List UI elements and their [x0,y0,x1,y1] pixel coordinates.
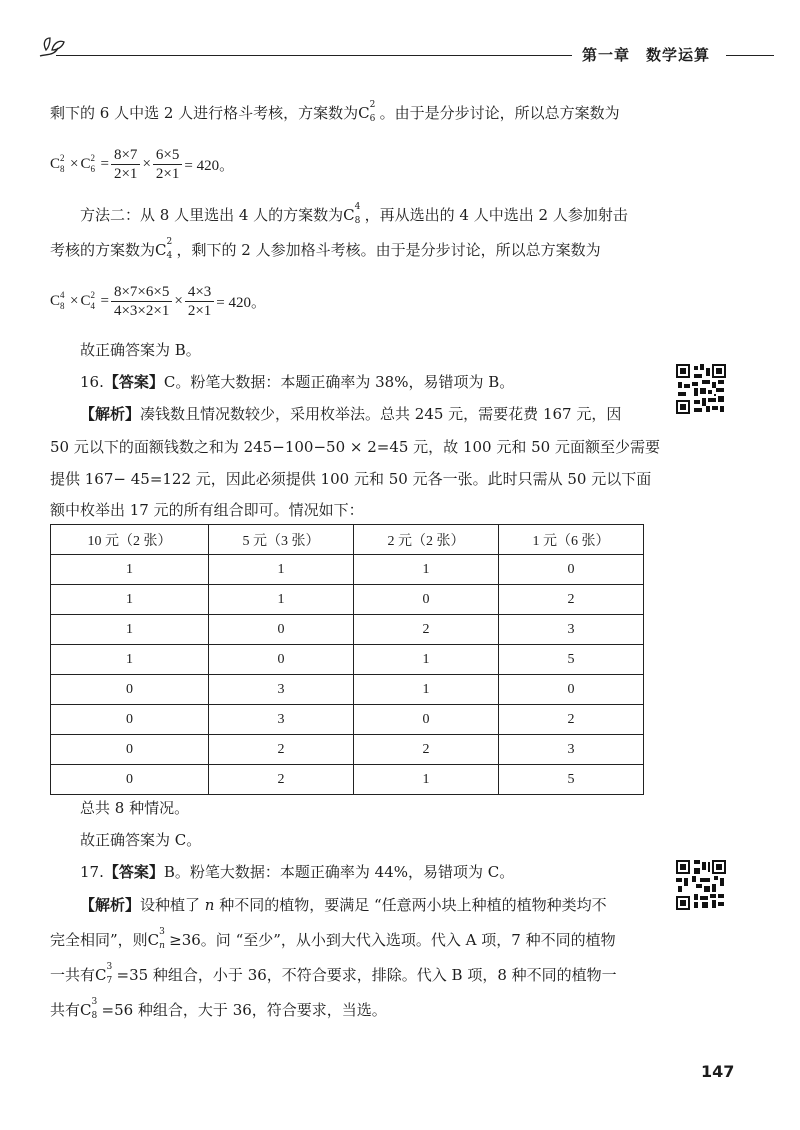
table-cell: 0 [51,735,209,765]
table-cell: 0 [498,555,643,585]
table-cell: 1 [353,645,498,675]
table-cell: 1 [51,585,209,615]
table-header-row [51,525,644,555]
page-number: 147 [701,1062,735,1081]
header-rule-left [56,55,572,56]
qr-code-icon[interactable] [676,364,726,414]
table-cell: 3 [498,615,643,645]
chapter-title: 第一章 数学运算 [582,46,711,64]
table-cell: 2 [353,735,498,765]
table-row [51,735,644,765]
table-cell: 0 [353,705,498,735]
analysis-17-line: 【解析】设种植了 n 种不同的植物，要满足 “任意两小块上种植的植物种类均不 [80,896,607,914]
table-cell: 1 [209,585,354,615]
table-cell: 0 [209,615,354,645]
analysis-16-line: 提供 167− 45=122 元，因此必须提供 100 元和 50 元各一张。此时只需从 50 元以下面 [50,470,652,488]
table-cell: 1 [353,765,498,795]
paragraph-line: 剩下的 6 人中选 2 人进行格斗考核，方案数为C 2 6 。由于是分步讨论，所以总方案数为 [50,100,620,124]
table-cell: 1 [51,615,209,645]
table-cell: 0 [51,765,209,795]
table-cell: 0 [51,675,209,705]
table-cell: 2 [209,735,354,765]
table-row [51,675,644,705]
table-cell: 2 [353,615,498,645]
combination-symbol: C 2 6 [358,100,376,124]
analysis-16-line: 【解析】凑钱数且情况数较少，采用枚举法。总共 245 元，需要花费 167 元，因 [80,405,622,423]
header-rule-right [726,55,774,56]
qr-code-icon[interactable] [676,860,726,910]
total-cases-line: 总共 8 种情况。 [80,799,190,817]
table-header-cell: 5 元（3 张） [209,525,354,555]
table-cell: 0 [353,585,498,615]
table-cell: 5 [498,765,643,795]
table-cell: 2 [209,765,354,795]
table-cell: 3 [498,735,643,765]
table-cell: 3 [209,675,354,705]
combinations-table [50,524,644,795]
table-row [51,765,644,795]
conclusion-line: 故正确答案为 C。 [80,831,202,849]
answer-16: 16.【答案】C。粉笔大数据：本题正确率为 38%，易错项为 B。 [80,373,515,391]
equation-2: C 4 8 × C 2 4 = $\frac{8\times 7\times 6\times 5}{4\times 3\times 2\times 1}$ × $\frac{4\times 3}{2\times 1}$ = 420。 [50,284,267,319]
analysis-16-line: 额中枚举出 17 元的所有组合即可。情况如下： [50,501,364,519]
table-cell: 1 [209,555,354,585]
table-cell: 1 [51,645,209,675]
analysis-16-line: 50 元以下的面额钱数之和为 245−100−50 × 2=45 元，故 100 元和 50 元面额至少需要 [50,438,660,456]
equation-1: C 2 8 × C 2 6 = $\frac{8\times 7}{2\times 1}$ × $\frac{6\times 5}{2\times 1}$ = 420。 [50,147,235,182]
table-cell: 1 [51,555,209,585]
conclusion-line: 故正确答案为 B。 [80,341,201,359]
table-header-cell: 1 元（6 张） [498,525,643,555]
table-cell: 5 [498,645,643,675]
table-row [51,615,644,645]
table-cell: 0 [498,675,643,705]
table-cell: 3 [209,705,354,735]
table-header-cell: 2 元（2 张） [353,525,498,555]
paragraph-line: 考核的方案数为C 2 4 ，剩下的 2 人参加格斗考核。由于是分步讨论，所以总方案数为 [50,237,601,261]
table-cell: 0 [51,705,209,735]
table-row [51,705,644,735]
leaf-ornament-icon [36,34,76,62]
table-cell: 2 [498,705,643,735]
table-cell: 1 [353,675,498,705]
paragraph-line: 方法二：从 8 人里选出 4 人的方案数为C 4 8 ，再从选出的 4 人中选出 2 人参加射击 [80,202,628,226]
table-row [51,555,644,585]
table-header-cell: 10 元（2 张） [51,525,209,555]
answer-17: 17.【答案】B。粉笔大数据：本题正确率为 44%，易错项为 C。 [80,863,515,881]
analysis-17-line: 共有C 3 8 =56 种组合，大于 36，符合要求，当选。 [50,997,387,1021]
table-cell: 2 [498,585,643,615]
table-cell: 0 [209,645,354,675]
table-row [51,585,644,615]
analysis-17-line: 完全相同”，则C 3 n ≥36。问 “至少”，从小到大代入选项。代入 A 项，7 种不同的植物 [50,927,616,951]
analysis-17-line: 一共有C 3 7 =35 种组合，小于 36，不符合要求，排除。代入 B 项，8 种不同的植物一 [50,962,617,986]
table-cell: 1 [353,555,498,585]
table-row [51,645,644,675]
